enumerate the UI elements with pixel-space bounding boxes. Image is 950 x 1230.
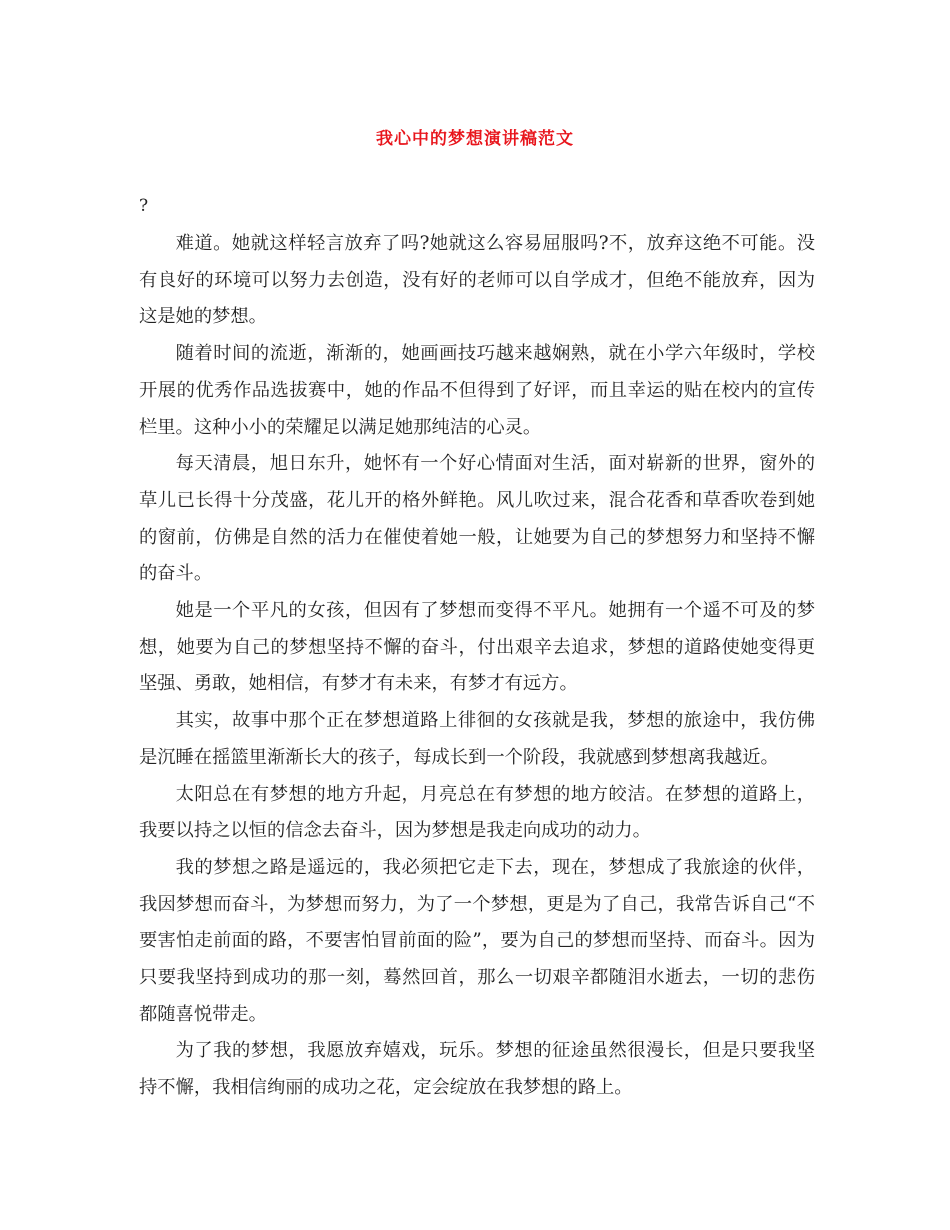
paragraph: 其实，故事中那个正在梦想道路上徘徊的女孩就是我，梦想的旅途中，我仿佛是沉睡在摇篮里渐渐长大的孩子，每成长到一个阶段，我就感到梦想离我越近。: [139, 710, 815, 768]
question-mark: ?: [139, 196, 149, 216]
paragraph: 随着时间的流逝，渐渐的，她画画技巧越来越娴熟，就在小学六年级时，学校开展的优秀作品选拔赛中，她的作品不但得到了好评，而且幸运的贴在校内的宣传栏里。这种小小的荣耀足以满足她那纯洁的心灵。: [139, 343, 815, 438]
paragraph: 每天清晨，旭日东升，她怀有一个好心情面对生活，面对崭新的世界，窗外的草儿已长得十分茂盛，花儿开的格外鲜艳。风儿吹过来，混合花香和草香吹卷到她的窗前，仿佛是自然的活力在催使着她一般，让她要为自己的梦想努力和坚持不懈的奋斗。: [139, 453, 815, 585]
paragraph: 我的梦想之路是遥远的，我必须把它走下去，现在，梦想成了我旅途的伙伴，我因梦想而奋斗，为梦想而努力，为了一个梦想，更是为了自己，我常告诉自己“不要害怕走前面的路，不要害怕冒前面的险”，要为自己的梦想而坚持、而奋斗。因为只要我坚持到成功的那一刻，蓦然回首，那么一切艰辛都随泪水逝去，一切的悲伤都随喜悦带走。: [139, 856, 815, 1025]
paragraph: 她是一个平凡的女孩，但因有了梦想而变得不平凡。她拥有一个遥不可及的梦想，她要为自己的梦想坚持不懈的奋斗，付出艰辛去追求，梦想的道路使她变得更坚强、勇敢，她相信，有梦才有未来，有梦才有远方。: [139, 600, 815, 695]
paragraph: 为了我的梦想，我愿放弃嬉戏，玩乐。梦想的征途虽然很漫长，但是只要我坚持不懈，我相信绚丽的成功之花，定会绽放在我梦想的路上。: [139, 1040, 815, 1099]
paragraph: 太阳总在有梦想的地方升起，月亮总在有梦想的地方皎洁。在梦想的道路上，我要以持之以恒的信念去奋斗，因为梦想是我走向成功的动力。: [139, 783, 815, 842]
document-title: 我心中的梦想演讲稿范文: [376, 129, 574, 149]
document-body: [139, 226, 815, 1107]
paragraph: 难道。她就这样轻言放弃了吗?她就这么容易屈服吗?不，放弃这绝不可能。没有良好的环境可以努力去创造，没有好的老师可以自学成才，但绝不能放弃，因为这是她的梦想。: [139, 233, 815, 328]
